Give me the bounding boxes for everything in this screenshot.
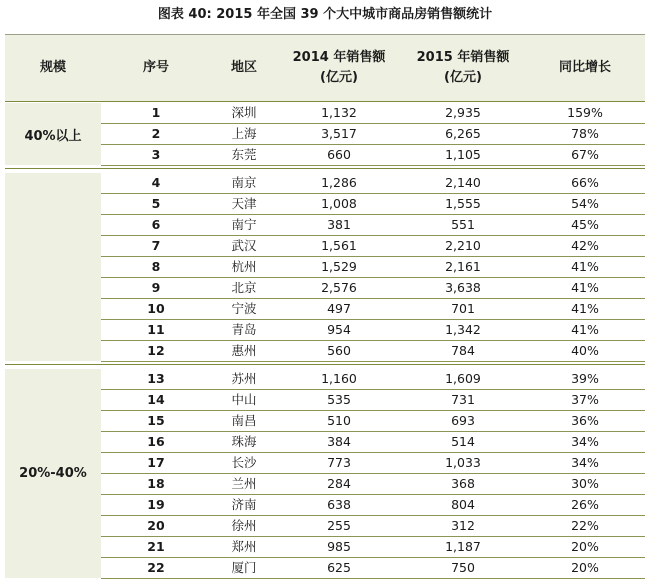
cell-seq: 4 — [101, 173, 211, 194]
table-row — [5, 558, 645, 579]
cell-yoy: 78% — [525, 124, 645, 145]
table-row — [5, 432, 645, 453]
cell-seq: 5 — [101, 194, 211, 215]
cell-city: 苏州 — [211, 369, 277, 390]
cell-city: 珠海 — [211, 432, 277, 453]
cell-sales-2015: 1,342 — [401, 320, 525, 341]
cell-yoy: 26% — [525, 495, 645, 516]
cell-sales-2015: 368 — [401, 474, 525, 495]
header-sales-2015: 2015 年销售额 (亿元) — [416, 50, 510, 85]
cell-city: 天津 — [211, 194, 277, 215]
cell-yoy: 41% — [525, 257, 645, 278]
cell-sales-2014: 510 — [277, 411, 401, 432]
cell-city: 南昌 — [211, 411, 277, 432]
group-separator — [5, 168, 645, 169]
cell-seq: 18 — [101, 474, 211, 495]
cell-sales-2015: 1,187 — [401, 537, 525, 558]
cell-yoy: 20% — [525, 537, 645, 558]
cell-sales-2014: 1,160 — [277, 369, 401, 390]
cell-yoy: 20% — [525, 558, 645, 579]
cell-city: 东莞 — [211, 145, 277, 166]
cell-city: 青岛 — [211, 320, 277, 341]
cell-sales-2014: 535 — [277, 390, 401, 411]
table-row — [5, 145, 645, 166]
table-row — [5, 278, 645, 299]
cell-city: 中山 — [211, 390, 277, 411]
table-row — [5, 257, 645, 278]
cell-seq: 3 — [101, 145, 211, 166]
cell-yoy: 66% — [525, 173, 645, 194]
cell-yoy: 37% — [525, 390, 645, 411]
cell-seq: 11 — [101, 320, 211, 341]
cell-seq: 16 — [101, 432, 211, 453]
cell-sales-2014: 985 — [277, 537, 401, 558]
cell-seq: 9 — [101, 278, 211, 299]
table-header — [5, 35, 645, 101]
cell-yoy: 159% — [525, 103, 645, 124]
cell-seq: 19 — [101, 495, 211, 516]
cell-sales-2014: 560 — [277, 341, 401, 362]
cell-sales-2015: 514 — [401, 432, 525, 453]
table-row — [5, 173, 645, 194]
cell-sales-2014: 497 — [277, 299, 401, 320]
table-row — [5, 320, 645, 341]
cell-seq: 2 — [101, 124, 211, 145]
table-row — [5, 537, 645, 558]
cell-city: 北京 — [211, 278, 277, 299]
cell-sales-2015: 784 — [401, 341, 525, 362]
cell-seq: 21 — [101, 537, 211, 558]
cell-sales-2014: 638 — [277, 495, 401, 516]
table-row — [5, 495, 645, 516]
table-title: 图表 40: 2015 年全国 39 个大中城市商品房销售额统计 — [157, 7, 493, 22]
cell-seq: 15 — [101, 411, 211, 432]
cell-yoy: 36% — [525, 411, 645, 432]
cell-sales-2014: 2,576 — [277, 278, 401, 299]
cell-sales-2015: 804 — [401, 495, 525, 516]
group-separator — [5, 364, 645, 365]
group-label: 40%以上 — [5, 103, 101, 165]
cell-sales-2014: 625 — [277, 558, 401, 579]
cell-sales-2015: 312 — [401, 516, 525, 537]
cell-seq: 12 — [101, 341, 211, 362]
table-row — [5, 453, 645, 474]
cell-city: 厦门 — [211, 558, 277, 579]
cell-sales-2015: 1,105 — [401, 145, 525, 166]
cell-sales-2015: 1,555 — [401, 194, 525, 215]
cell-seq: 14 — [101, 390, 211, 411]
cell-city: 南宁 — [211, 215, 277, 236]
cell-sales-2014: 1,529 — [277, 257, 401, 278]
cell-sales-2015: 750 — [401, 558, 525, 579]
cell-yoy: 67% — [525, 145, 645, 166]
cell-yoy: 41% — [525, 278, 645, 299]
cell-city: 宁波 — [211, 299, 277, 320]
cell-seq: 6 — [101, 215, 211, 236]
cell-sales-2014: 1,286 — [277, 173, 401, 194]
cell-sales-2015: 551 — [401, 215, 525, 236]
table-row — [5, 369, 645, 390]
cell-sales-2014: 1,008 — [277, 194, 401, 215]
header-bottom-rule — [5, 101, 645, 102]
cell-sales-2014: 3,517 — [277, 124, 401, 145]
cell-sales-2014: 284 — [277, 474, 401, 495]
table-row — [5, 215, 645, 236]
cell-city: 杭州 — [211, 257, 277, 278]
table-row — [5, 390, 645, 411]
cell-yoy: 39% — [525, 369, 645, 390]
cell-yoy: 40% — [525, 341, 645, 362]
cell-sales-2015: 1,033 — [401, 453, 525, 474]
cell-sales-2015: 693 — [401, 411, 525, 432]
cell-yoy: 41% — [525, 320, 645, 341]
cell-seq: 8 — [101, 257, 211, 278]
header-region: 地区 — [230, 60, 257, 75]
cell-sales-2015: 3,638 — [401, 278, 525, 299]
cell-sales-2014: 1,561 — [277, 236, 401, 257]
cell-seq: 1 — [101, 103, 211, 124]
table-row — [5, 236, 645, 257]
cell-yoy: 22% — [525, 516, 645, 537]
cell-city: 惠州 — [211, 341, 277, 362]
cell-seq: 13 — [101, 369, 211, 390]
cell-city: 长沙 — [211, 453, 277, 474]
cell-city: 徐州 — [211, 516, 277, 537]
cell-sales-2015: 701 — [401, 299, 525, 320]
cell-yoy: 45% — [525, 215, 645, 236]
table-row — [5, 341, 645, 362]
cell-sales-2014: 384 — [277, 432, 401, 453]
table-row — [5, 516, 645, 537]
cell-seq: 22 — [101, 558, 211, 579]
header-yoy: 同比增长 — [558, 60, 611, 75]
cell-yoy: 42% — [525, 236, 645, 257]
cell-sales-2015: 2,210 — [401, 236, 525, 257]
cell-sales-2014: 381 — [277, 215, 401, 236]
cell-sales-2015: 731 — [401, 390, 525, 411]
table-row — [5, 411, 645, 432]
cell-seq: 7 — [101, 236, 211, 257]
cell-yoy: 34% — [525, 432, 645, 453]
cell-city: 武汉 — [211, 236, 277, 257]
cell-sales-2015: 2,140 — [401, 173, 525, 194]
cell-yoy: 34% — [525, 453, 645, 474]
cell-sales-2014: 1,132 — [277, 103, 401, 124]
cell-sales-2014: 773 — [277, 453, 401, 474]
header-seq: 序号 — [142, 60, 169, 75]
cell-city: 深圳 — [211, 103, 277, 124]
cell-city: 南京 — [211, 173, 277, 194]
cell-city: 郑州 — [211, 537, 277, 558]
cell-yoy: 54% — [525, 194, 645, 215]
cell-yoy: 30% — [525, 474, 645, 495]
cell-sales-2014: 954 — [277, 320, 401, 341]
cell-sales-2014: 660 — [277, 145, 401, 166]
table-row — [5, 194, 645, 215]
cell-sales-2015: 1,609 — [401, 369, 525, 390]
header-sales-2014: 2014 年销售额 (亿元) — [292, 50, 386, 85]
cell-seq: 10 — [101, 299, 211, 320]
table-row — [5, 124, 645, 145]
cell-seq: 20 — [101, 516, 211, 537]
cell-city: 兰州 — [211, 474, 277, 495]
table-row — [5, 474, 645, 495]
table-row — [5, 299, 645, 320]
table-body — [5, 103, 645, 577]
cell-sales-2014: 255 — [277, 516, 401, 537]
table-row — [5, 103, 645, 124]
header-scale: 规模 — [39, 60, 66, 75]
cell-city: 济南 — [211, 495, 277, 516]
cell-sales-2015: 6,265 — [401, 124, 525, 145]
cell-yoy: 41% — [525, 299, 645, 320]
cell-city: 上海 — [211, 124, 277, 145]
group-label: 20%-40% — [5, 369, 101, 578]
cell-sales-2015: 2,161 — [401, 257, 525, 278]
cell-sales-2015: 2,935 — [401, 103, 525, 124]
cell-seq: 17 — [101, 453, 211, 474]
